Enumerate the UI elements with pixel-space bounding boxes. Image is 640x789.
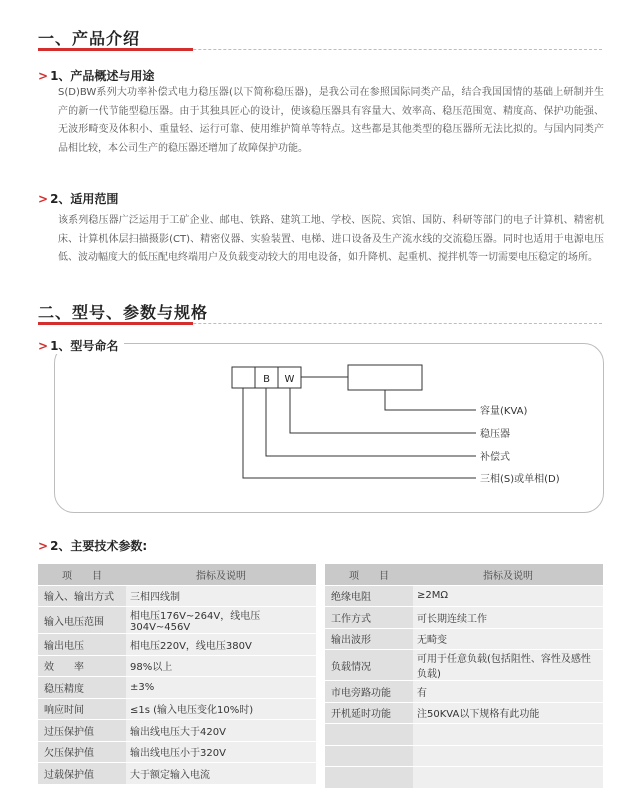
header-item: 项 目	[325, 564, 413, 585]
subheading-title: 产品概述与用途	[70, 69, 155, 83]
capacity-leader	[385, 390, 476, 410]
capacity-box	[348, 365, 422, 390]
param-value: 大于额定输入电流	[126, 763, 316, 785]
chevron-right-icon: >	[38, 69, 49, 83]
param-name	[325, 745, 413, 767]
param-name: 绝缘电阻	[325, 585, 413, 607]
param-name: 欠压保护值	[38, 741, 126, 763]
subheading-number: 2、	[50, 539, 71, 553]
table-row	[38, 634, 316, 656]
param-value: 98%以上	[126, 655, 316, 677]
compensation-leader	[266, 388, 476, 456]
param-name: 输入电压范围	[38, 607, 126, 634]
table-row	[38, 720, 316, 742]
param-value: 注50KVA以下规格有此功能	[413, 702, 603, 724]
param-value: 三相四线制	[126, 585, 316, 607]
overview-paragraph: S(D)BW系列大功率补偿式电力稳压器(以下简称稳压器)，是我公司在参照国际同类产品，结合我国国情的基础上研制并生产的新一代节能型稳压器。由于其独具匠心的设计，使该稳压器具有容量大、效率高、稳压范围宽、精度高、保护功能强、无波形畸变及体积小、重量轻、运行可靠、使用维护简单等特点。这些都是其他类型的稳压器所无法比拟的。与国内同类产品相比较，本公司生产的稳压器还增加了故障保护功能。	[58, 87, 604, 154]
param-name: 市电旁路功能	[325, 681, 413, 703]
table-row	[325, 607, 603, 629]
table-row	[38, 677, 316, 699]
table-row	[325, 724, 603, 746]
param-name	[325, 767, 413, 789]
chevron-right-icon: >	[38, 539, 49, 553]
param-name: 稳压精度	[38, 677, 126, 699]
table-header-row	[325, 564, 603, 585]
table-row	[325, 628, 603, 650]
param-name: 负载情况	[325, 650, 413, 681]
param-name: 效 率	[38, 655, 126, 677]
subheading-number: 2、	[50, 192, 71, 206]
header-item: 项 目	[38, 564, 126, 585]
applications-paragraph: 该系列稳压器广泛运用于工矿企业、邮电、铁路、建筑工地、学校、医院、宾馆、国防、科研等部门的电子计算机、精密机床、计算机体层扫描摄影(CT)、精密仪器、实验装置、电梯、进口设备及生产流水线的交流稳压器。同时也适用于电源电压低、波动幅度大的低压配电终端用户及负载变动较大的用电设备，如升降机、起重机、搅拌机等一切需要电压稳定的场所。	[58, 215, 604, 264]
b-letter: B	[263, 374, 270, 385]
table-header-row	[38, 564, 316, 585]
param-name: 过压保护值	[38, 720, 126, 742]
param-value: ≤1s (输入电压变化10%时)	[126, 698, 316, 720]
subheading-title: 适用范围	[70, 192, 119, 206]
header-desc: 指标及说明	[413, 564, 603, 585]
param-value: 无畸变	[413, 628, 603, 650]
label-capacity: 容量(KVA)	[480, 406, 528, 417]
param-name: 过载保护值	[38, 763, 126, 785]
param-name: 开机延时功能	[325, 702, 413, 724]
chevron-right-icon: >	[38, 339, 49, 353]
series-box	[232, 367, 255, 388]
param-name: 工作方式	[325, 607, 413, 629]
param-name: 输出电压	[38, 634, 126, 656]
table-row	[325, 702, 603, 724]
section-title: 二、型号、参数与规格	[38, 303, 209, 322]
w-letter: W	[284, 374, 295, 385]
params-table-left	[38, 564, 316, 785]
label-phase: 三相(S)或单相(D)	[480, 474, 560, 485]
table-row	[325, 681, 603, 703]
label-regulator: 稳压器	[480, 429, 510, 440]
param-name: 输入、输出方式	[38, 585, 126, 607]
param-value	[413, 767, 603, 789]
table-row	[38, 698, 316, 720]
table-row	[38, 607, 316, 634]
table-row	[38, 585, 316, 607]
table-row	[38, 655, 316, 677]
table-row	[325, 767, 603, 789]
label-compensation: 补偿式	[480, 452, 510, 463]
param-value: 有	[413, 681, 603, 703]
subheading-tech-params	[38, 537, 147, 554]
table-row	[325, 650, 603, 681]
param-name	[325, 724, 413, 746]
section-title: 一、产品介绍	[38, 29, 141, 48]
subheading-title: 型号命名	[70, 339, 119, 353]
param-value	[413, 745, 603, 767]
param-value: 输出线电压小于320V	[126, 741, 316, 763]
param-value: ≥2MΩ	[413, 585, 603, 607]
param-value: 可用于任意负载(包括阻性、容性及感性负载)	[413, 650, 603, 681]
subheading-number: 1、	[50, 339, 71, 353]
table-row	[38, 741, 316, 763]
params-table-right	[325, 564, 603, 789]
table-row	[325, 585, 603, 607]
param-value: 可长期连续工作	[413, 607, 603, 629]
param-value: 相电压176V~264V，线电压304V~456V	[126, 607, 316, 634]
subheading-title: 主要技术参数:	[70, 539, 148, 553]
param-value: 相电压220V，线电压380V	[126, 634, 316, 656]
table-row	[38, 763, 316, 785]
header-desc: 指标及说明	[126, 564, 316, 585]
param-name: 响应时间	[38, 698, 126, 720]
param-name: 输出波形	[325, 628, 413, 650]
param-value: ±3%	[126, 677, 316, 699]
param-value: 输出线电压大于420V	[126, 720, 316, 742]
chevron-right-icon: >	[38, 192, 49, 206]
param-value	[413, 724, 603, 746]
subheading-number: 1、	[50, 69, 71, 83]
table-row	[325, 745, 603, 767]
